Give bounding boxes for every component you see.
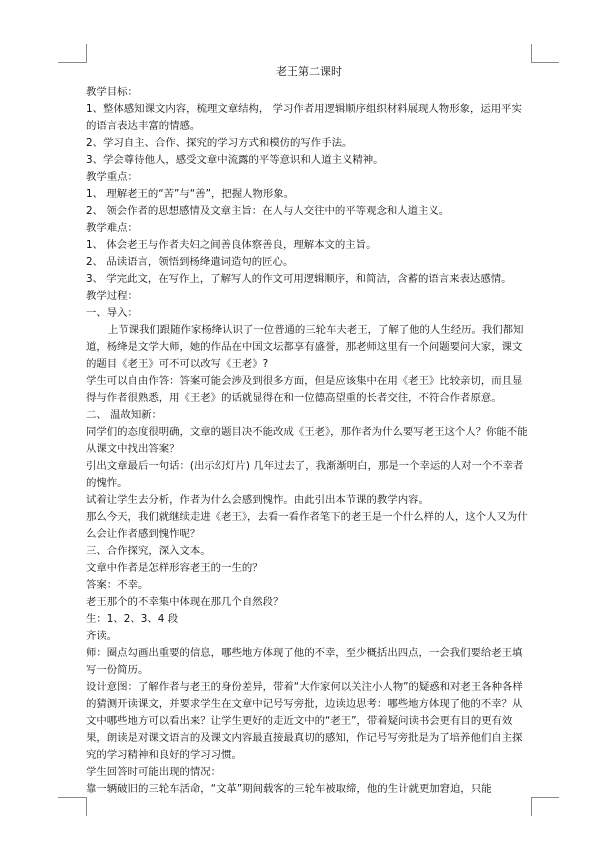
paragraph: 2、 品读语言，领悟到杨绛遣词造句的匠心。 bbox=[86, 256, 294, 268]
paragraph: 1、 理解老王的“苦”与“善”，把握人物形象。 bbox=[86, 188, 295, 200]
paragraph: 教学重点： bbox=[86, 171, 138, 183]
document-title: 老王第二课时 bbox=[276, 65, 342, 78]
crop-mark-top-left-horizontal bbox=[58, 62, 86, 63]
paragraph: 上节课我们跟随作家杨绛认识了一位普通的三轮车夫老王，了解了他的人生经历。我们都知道，杨绛是文学大师，她的作品在中国文坛都享有盛誉，那老师这里有一个问题要问大家，课文的题目《老王》可不可以改写《王老》? bbox=[86, 324, 524, 370]
crop-mark-bottom-left-horizontal bbox=[58, 797, 86, 798]
paragraph: 引出文章最后一句话：(出示幻灯片) 几年过去了，我渐渐明白，那是一个幸运的人对一个不幸者的愧怍。 bbox=[86, 460, 524, 489]
paragraph: 试着让学生去分析，作者为什么会感到愧怍。由此引出本节课的教学内容。 bbox=[86, 494, 429, 506]
paragraph: 三、合作探究，深入文本。 bbox=[86, 545, 211, 557]
paragraph: 学生可以自由作答：答案可能会涉及到很多方面，但是应该集中在用《老王》比较亲切，而且显得与作者很熟悉，用《王老》的话就显得在和一位德高望重的长者交往，不符合作者原意。 bbox=[86, 375, 523, 404]
paragraph: 那么今天，我们就继续走进《老王》，去看一看作者笔下的老王是一个什么样的人，这个人又为什么会让作者感到愧怍呢？ bbox=[86, 511, 528, 540]
paragraph: 2、学习自主、合作、探究的学习方式和模仿的写作手法。 bbox=[86, 137, 353, 149]
paragraph: 生：1、2、3、4 段 bbox=[86, 613, 179, 625]
paragraph: 教学过程： bbox=[86, 290, 138, 302]
paragraph: 设计意图：了解作者与老王的身份差异，带着“大作家何以关注小人物”的疑惑和对老王各种各样的猜测开读课文，并要求学生在文章中记号写旁批，边读边思考：哪些地方体现了他的不幸？从文中哪些地方可以看出来？让学生更好的走近文中的“老王”，带着疑问读书会更有目的更有效果，朗读是对课文语言的及课文内容最直接最真切的感知，作记号写旁批是为了培养他们自主探究的学习精神和良好的学习习惯。 bbox=[86, 681, 523, 761]
crop-mark-top-left-vertical bbox=[86, 44, 87, 63]
paragraph: 齐读。 bbox=[86, 630, 118, 642]
crop-mark-top-right-horizontal bbox=[531, 62, 559, 63]
paragraph: 同学们的态度很明确，文章的题目决不能改成《王老》，那作者为什么要写老王这个人？你能不能从课文中找出答案？ bbox=[86, 426, 528, 455]
document-body bbox=[86, 84, 532, 798]
document-page bbox=[86, 62, 532, 798]
crop-mark-bottom-right-horizontal bbox=[531, 797, 559, 798]
crop-mark-top-right-vertical bbox=[531, 44, 532, 63]
paragraph: 3、学会尊待他人，感受文章中流露的平等意识和人道主义精神。 bbox=[86, 154, 384, 166]
paragraph: 1、 体会老王与作者夫妇之间善良体察善良，理解本文的主旨。 bbox=[86, 239, 377, 251]
paragraph: 学生回答时可能出现的情况： bbox=[86, 766, 222, 778]
paragraph: 答案：不幸。 bbox=[86, 579, 149, 591]
paragraph: 3、 学完此文，在写作上，了解写人的作文可用逻辑顺序，和简洁，含蓄的语言来表达感情。 bbox=[86, 273, 512, 285]
paragraph: 教学目标： bbox=[86, 86, 138, 98]
paragraph: 文章中作者是怎样形容老王的一生的？ bbox=[86, 562, 263, 574]
paragraph: 师：圈点勾画出重要的信息，哪些地方体现了他的不幸，至少概括出四点，一会我们要给老王填写一份简历。 bbox=[86, 647, 523, 676]
crop-mark-bottom-left-vertical bbox=[86, 797, 87, 816]
paragraph: 教学难点： bbox=[86, 222, 138, 234]
paragraph: 二、 温故知新： bbox=[86, 409, 163, 421]
paragraph: 1、整体感知课文内容，梳理文章结构， 学习作者用逻辑顺序组织材料展现人物形象，运用平实的语言表达丰富的情感。 bbox=[86, 103, 522, 132]
paragraph: 老王那个的不幸集中体现在那几个自然段？ bbox=[86, 596, 284, 608]
paragraph: 靠一辆破旧的三轮车活命，“文革”期间载客的三轮车被取缔，他的生计就更加窘迫，只能 bbox=[86, 783, 492, 795]
crop-mark-bottom-right-vertical bbox=[531, 797, 532, 816]
paragraph: 2、 领会作者的思想感情及文章主旨：在人与人交往中的平等观念和人道主义。 bbox=[86, 205, 450, 217]
paragraph: 一、导入： bbox=[86, 307, 138, 319]
